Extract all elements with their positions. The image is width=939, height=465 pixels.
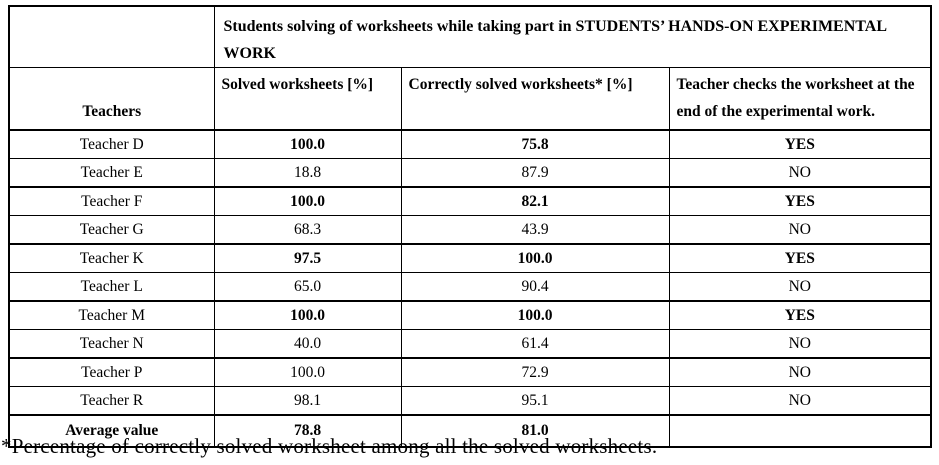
checks-value-cell: YES <box>669 244 931 273</box>
table-row-teacher-k <box>9 244 931 273</box>
correct-value-cell: 100.0 <box>401 301 669 330</box>
solved-value-cell: 65.0 <box>214 273 401 302</box>
table-row-teacher-e <box>9 159 931 188</box>
checks-value-cell: YES <box>669 187 931 216</box>
table-title-row <box>9 6 931 68</box>
correct-value-cell: 100.0 <box>401 244 669 273</box>
solved-value-cell: 100.0 <box>214 187 401 216</box>
correct-value-cell: 61.4 <box>401 330 669 359</box>
teacher-name-cell: Teacher R <box>9 387 214 416</box>
teacher-name-cell: Teacher D <box>9 130 214 159</box>
correct-value-cell: 75.8 <box>401 130 669 159</box>
correct-value-cell: 72.9 <box>401 358 669 387</box>
correct-value-cell: 82.1 <box>401 187 669 216</box>
checks-value-cell: YES <box>669 301 931 330</box>
solved-value-cell: 98.1 <box>214 387 401 416</box>
solved-value-cell: 100.0 <box>214 358 401 387</box>
checks-value-cell: NO <box>669 159 931 188</box>
table-row-teacher-g <box>9 216 931 245</box>
teacher-name-cell: Teacher E <box>9 159 214 188</box>
table-header-row <box>9 68 931 131</box>
checks-value-cell: NO <box>669 330 931 359</box>
table-footnote: *Percentage of correctly solved worksheet among all the solved worksheets. <box>1 434 658 458</box>
checks-value-cell: YES <box>669 130 931 159</box>
correct-value-cell: 95.1 <box>401 387 669 416</box>
solved-value-cell: 100.0 <box>214 301 401 330</box>
column-header-correct: Correctly solved worksheets* [%] <box>401 68 669 131</box>
solved-value-cell: 68.3 <box>214 216 401 245</box>
teacher-name-cell: Teacher F <box>9 187 214 216</box>
empty-corner-cell <box>9 6 214 68</box>
results-table <box>8 5 932 448</box>
checks-value-cell: NO <box>669 216 931 245</box>
checks-value-cell: NO <box>669 387 931 416</box>
teacher-name-cell: Teacher M <box>9 301 214 330</box>
solved-value-cell: 100.0 <box>214 130 401 159</box>
solved-value-cell: 40.0 <box>214 330 401 359</box>
column-header-checks: Teacher checks the worksheet at the end of the experimental work. <box>669 68 931 131</box>
table-row-teacher-l <box>9 273 931 302</box>
table-row-teacher-f <box>9 187 931 216</box>
teacher-name-cell: Teacher L <box>9 273 214 302</box>
table-row-teacher-m <box>9 301 931 330</box>
solved-value-cell: 18.8 <box>214 159 401 188</box>
teacher-name-cell: Teacher P <box>9 358 214 387</box>
solved-value-cell: 97.5 <box>214 244 401 273</box>
checks-value-cell: NO <box>669 273 931 302</box>
correct-value-cell: 87.9 <box>401 159 669 188</box>
correct-value-cell: 90.4 <box>401 273 669 302</box>
checks-value-cell: NO <box>669 358 931 387</box>
average-checks-cell <box>669 415 931 447</box>
table-row-teacher-r <box>9 387 931 416</box>
column-header-teachers: Teachers <box>9 68 214 131</box>
teacher-name-cell: Teacher N <box>9 330 214 359</box>
table-row-teacher-n <box>9 330 931 359</box>
teacher-name-cell: Teacher K <box>9 244 214 273</box>
average-solved-cell: 78.8 <box>214 415 401 447</box>
table-row-teacher-d <box>9 130 931 159</box>
teacher-name-cell: Teacher G <box>9 216 214 245</box>
column-header-solved: Solved worksheets [%] <box>214 68 401 131</box>
correct-value-cell: 43.9 <box>401 216 669 245</box>
average-correct-cell: 81.0 <box>401 415 669 447</box>
table-row-teacher-p <box>9 358 931 387</box>
average-label-cell: Average value <box>9 415 214 447</box>
table-title: Students solving of worksheets while taking part in STUDENTS’ HANDS-ON EXPERIMENTAL WORK <box>214 6 931 68</box>
